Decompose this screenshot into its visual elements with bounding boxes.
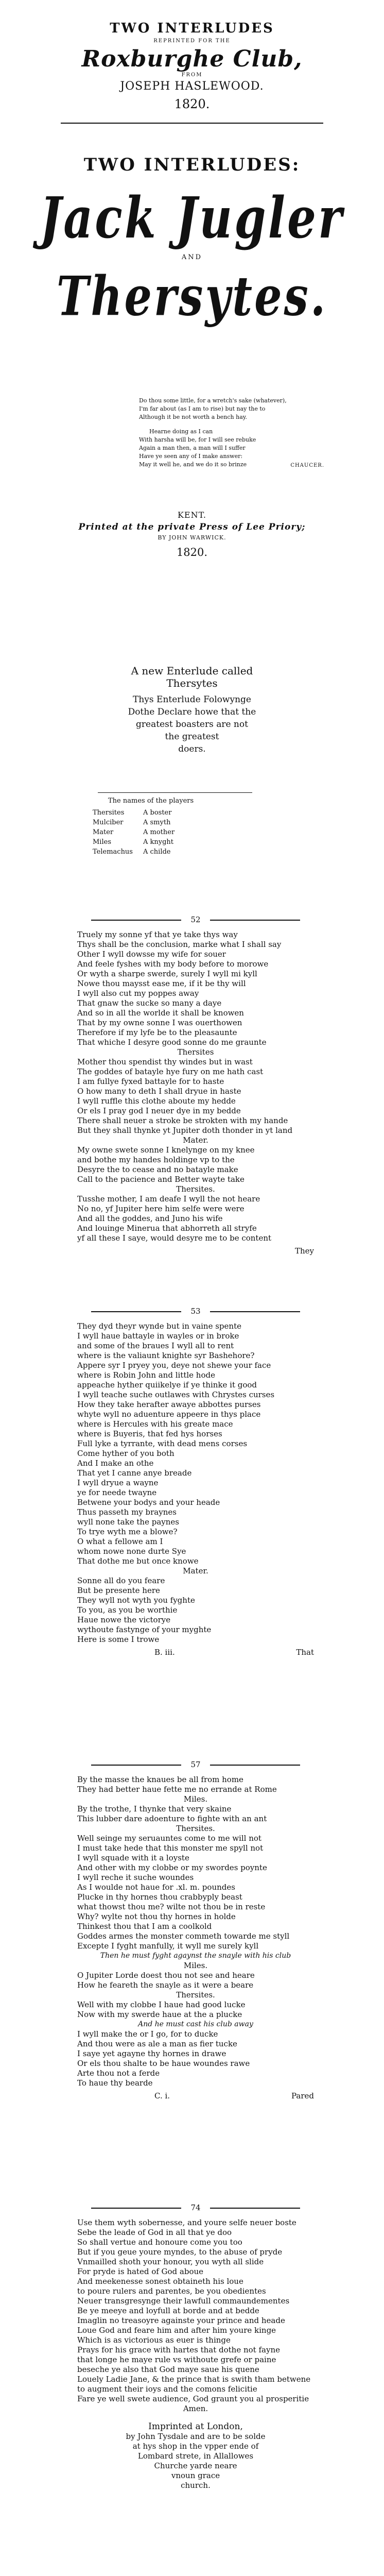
verse-line: I wyll dryue a wayne [77, 1478, 159, 1487]
verse-line: Prays for his grace with hartes that dothe not fayne [77, 2345, 280, 2354]
catchword: Pared [291, 2091, 314, 2100]
verse-line: that longe he maye rule vs withoute grefe or paine [77, 2355, 276, 2364]
verse-line: Desyre the to cease and no batayle make [77, 1165, 238, 1174]
page-rule [91, 1765, 181, 1766]
verse-line: Thus passeth my braynes [77, 1507, 177, 1517]
jack-jugler-title: Jack Jugler [40, 184, 344, 251]
page-rule [210, 920, 300, 921]
page-53 [77, 1303, 314, 1657]
speaker-name: Thersites. [176, 1990, 215, 1999]
verse-line: Excepte I fyght manfully, it wyll me surely kyll [77, 1941, 259, 1951]
verse-line: I wyll haue battayle in wayles or in broke [77, 1331, 239, 1341]
verse-line: I must take hede that this monster me spyll not [77, 1843, 264, 1853]
verse-line: But they shall thynke yt Jupiter doth thonder in yt land [77, 1126, 293, 1135]
colophon-line: by John Tysdale and are to be solde [126, 2432, 266, 2441]
verse-line: beseche ye also that God maye saue his quene [77, 2365, 259, 2374]
verse-line: Nowe thou maysst ease me, if it be thy will [77, 979, 246, 988]
verse-line: This lubber dare adoenture to fighte with an ant [77, 1814, 267, 1823]
player-role: A childe [143, 848, 171, 856]
verse-line: And I make an othe [77, 1459, 154, 1468]
heading-line: Thys Enterlude Folowynge [133, 694, 251, 705]
stage-direction: And he must cast his club away [138, 2020, 253, 2028]
imprint-press: Printed at the private Press of Lee Priory; [78, 522, 306, 532]
verse-line: For pryde is hated of God aboue [77, 2267, 204, 2276]
players-rule-top [98, 792, 252, 793]
player-row [93, 837, 185, 847]
epigraph-line: With harsha will be, for I will see rebuke [139, 436, 256, 443]
verse-line: Vnmailled shoth your honour, you wyth all slide [77, 2257, 264, 2266]
verse-line: As I woulde not haue for .xl. m. poundes [77, 1883, 235, 1892]
amen-line: Amen. [183, 2404, 208, 2413]
page-52 [77, 912, 314, 1256]
verse-line: Full lyke a tyrrante, with dead mens corses [77, 1439, 248, 1448]
verse-line: where is Hercules with his greate mace [77, 1419, 233, 1429]
speaker-name: Miles. [183, 1961, 208, 1970]
verse-line: They dyd theyr wynde but in vaine spente [77, 1321, 241, 1331]
verse-line: To trye wyth me a blowe? [77, 1527, 178, 1536]
verse-line: Or wyth a sharpe swerde, surely I wyll mi kyll [77, 969, 257, 978]
verse-line: That yet I canne anye breade [77, 1468, 192, 1478]
player-name: Mater [93, 828, 114, 836]
player-role: A mother [143, 828, 175, 836]
thersytes-title: Thersytes. [56, 264, 328, 328]
verse-line: Thinkest thou that I am a coolkold [77, 1922, 212, 1931]
colophon-line: church. [181, 2481, 211, 2490]
players-list [77, 788, 314, 857]
verse-line: Appere syr I pryey you, deye not shewe your face [77, 1361, 271, 1370]
verse-line: And other with my clobbe or my swordes poynte [77, 1863, 267, 1872]
verse-line: Truely my sonne yf that ye take thys way [77, 930, 238, 939]
verse-line: Betwene your bodys and your heade [77, 1498, 220, 1507]
imprint-year: 1820. [176, 546, 208, 558]
player-name: Telemachus [93, 848, 133, 856]
verse-line: And all the goddes, and Juno his wife [77, 1214, 223, 1223]
page-number: 74 [190, 2203, 201, 2212]
stage-direction: Then he must fyght agaynst the snayle with his club [100, 1952, 291, 1960]
verse-line: Fare ye well swete audience, God graunt you al prosperitie [77, 2394, 309, 2403]
player-name: Mulciber [93, 819, 124, 826]
verse-line: Thys shall be the conclusion, marke what I shall say [77, 940, 282, 949]
page-marker [77, 1307, 314, 1316]
verse-line: Neuer transgresynge their lawfull commaundementes [77, 2296, 290, 2306]
verse-line: Therefore if my lyfe be to the pleasaunte [77, 1028, 237, 1037]
heading-line: Dothe Declare howe that the [128, 707, 256, 717]
verse-line: O what a fellowe am I [77, 1537, 163, 1546]
heading-line: Thersytes [166, 677, 218, 689]
verse-line: to poure rulers and parentes, be you obedientes [77, 2286, 266, 2296]
epigraph-line: Hearne doing as I can [149, 428, 213, 435]
signature-mark: C. i. [154, 2091, 170, 2100]
verse-line: wythoute fastynge of your myghte [77, 1625, 212, 1634]
verse-line: There shall neuer a stroke be strokten with my hande [77, 1116, 288, 1125]
player-role: A smyth [143, 819, 171, 826]
verse-line: By the trothe, I thynke that very skaine [77, 1804, 232, 1814]
page-number: 52 [190, 915, 201, 924]
author-name: JOSEPH HASLEWOOD. [120, 80, 264, 93]
page-rule [91, 920, 181, 921]
verse-line: where is the valiaunt knighte syr Bashehore? [77, 1351, 255, 1360]
verse-line: and bothe my handes holdinge vp to the [77, 1155, 235, 1164]
player-row [93, 818, 185, 827]
verse-line: Why? wylte not thou thy hornes in holde [77, 1912, 236, 1921]
verse-line: Goddes armes the monster commeth towarde me styll [77, 1931, 290, 1941]
colophon-line: Imprinted at London, [148, 2421, 243, 2432]
verse-line: Imaglin no treasoyre againste your prince and heade [77, 2316, 285, 2325]
heading-line: greatest boasters are not [136, 719, 248, 730]
signature-mark: B. iii. [154, 1648, 175, 1657]
verse-line: Come hyther of you both [77, 1449, 174, 1458]
verse-line: To you, as you be worthie [77, 1605, 178, 1615]
verse-line: whyte wyll no aduenture appeere in thys place [77, 1410, 261, 1419]
verse-line: where is Robin John and little hode [77, 1370, 215, 1380]
title-line: TWO INTERLUDES [110, 21, 274, 36]
page-rule [210, 2208, 300, 2209]
title-year: 1820. [174, 97, 210, 111]
verse-line: and some of the braues I wyll all to rent [77, 1341, 234, 1350]
speaker-name: Miles. [183, 1794, 208, 1804]
verse-line: How they take herafter awaye abbottes purses [77, 1400, 261, 1409]
verse-line: Or els I pray god I neuer dye in my bedde [77, 1106, 241, 1115]
club-name: Roxburghe Club, [81, 46, 303, 72]
verse-line: The goddes of batayle hye fury on me hath cast [77, 1067, 264, 1076]
page-57 [77, 1757, 314, 2101]
verse-line: Plucke in thy hornes thou crabbyply beast [77, 1892, 242, 1902]
verse-line: O how many to deth I shall dryue in haste [77, 1087, 241, 1096]
epigraph-line: Have ye seen any of I make answer: [139, 453, 243, 460]
epigraph-attribution: CHAUCER. [290, 463, 324, 468]
verse-line: And feele fyshes with my body before to morowe [77, 959, 269, 969]
page-rule [210, 1765, 300, 1766]
players-table [93, 808, 185, 857]
player-row [93, 808, 185, 818]
verse-line: whom nowe none durte Sye [77, 1547, 186, 1556]
catchword: They [294, 1246, 314, 1256]
verse-line: Call to the pacience and Better wayte take [77, 1175, 245, 1184]
verse-line: O Jupiter Lorde doest thou not see and heare [77, 1971, 255, 1980]
page-rule [210, 1311, 300, 1312]
verse-line: Well with my clobbe I haue had good lucke [77, 2000, 246, 2009]
verse-line: And meekenesse sonest obtaineth his loue [77, 2277, 243, 2286]
epigraph-line: I'm far about (as I am to rise) but nay the to [139, 405, 266, 412]
title-subline: REPRINTED FOR THE [153, 38, 231, 44]
epigraph-line: Do thou some little, for a wretch's sake (whatever), [139, 397, 287, 404]
verse-line: I am fullye fyxed battayle for to haste [77, 1077, 224, 1086]
page-rule [91, 2208, 181, 2209]
verse-line: Arte thou not a ferde [77, 2069, 160, 2078]
player-row [93, 847, 185, 857]
title-rule [61, 123, 323, 124]
verse-line: That by my owne sonne I was ouerthowen [77, 1018, 242, 1027]
interlude-heading [0, 665, 384, 755]
verse-line: No no, yf Jupiter here him selfe were were [77, 1204, 245, 1213]
verse-line: what thowst thou me? wilte not thou be in reste [77, 1902, 266, 1911]
player-name: Thersites [93, 809, 125, 817]
page-footer [77, 1648, 314, 1657]
verse-line: How he feareth the snayle as it were a beare [77, 1980, 254, 1990]
speaker-name: Thersites. [176, 1824, 215, 1833]
verse-line: Which is as victorious as euer is thinge [77, 2335, 231, 2345]
verse-line: I wyll ruffle this clothe aboute my hedde [77, 1096, 236, 1106]
verse-line: I saye yet agayne thy hornes in drawe [77, 2049, 226, 2058]
verse-line: Tusshe mother, I am deafe I wyll the not heare [77, 1194, 260, 1204]
catchword: That [296, 1648, 314, 1657]
verse-line: They had better haue fette me no errande at Rome [77, 1785, 277, 1794]
verse-line: Louely Ladie Jane, & the prince that is swith tham betwene [77, 2375, 311, 2384]
half-title [0, 155, 384, 328]
speaker-name: Mater. [183, 1566, 208, 1575]
verse-line: That dothe me but once knowe [77, 1556, 199, 1566]
colophon-line: vnoun grace [171, 2471, 220, 2480]
verse-line: to augment their ioys and the comons felicitie [77, 2384, 257, 2394]
verse-line: Here is some I trowe [77, 1635, 160, 1644]
verse-line: appeache hyther quiikelye if ye thinke it good [77, 1380, 257, 1389]
page-number: 57 [190, 1760, 201, 1769]
verse-line: yf all these I saye, would desyre me to be content [77, 1233, 272, 1243]
and-label: AND [181, 253, 203, 261]
page-footer [77, 2091, 314, 2101]
speaker-name: Thersites. [176, 1184, 215, 1194]
verse-line: ye for neede twayne [77, 1488, 157, 1497]
verse-line: Mother thou spendist thy windes but in wast [77, 1057, 253, 1066]
verse-line: But if you geue youre myndes, to the abuse of pryde [77, 2247, 283, 2257]
verse-line: Use them wyth sobernesse, and youre selfe neuer boste [77, 2218, 296, 2227]
verse-line: Be ye meeye and loyfull at borde and at bedde [77, 2306, 259, 2315]
speaker-name: Mater. [183, 1136, 208, 1145]
verse-line: Sebe the leade of God in all that ye doo [77, 2228, 232, 2237]
player-row [93, 827, 185, 837]
heading-line: A new Enterlude called [131, 665, 253, 677]
verse-line: Well seinge my seruauntes come to me will not [77, 1834, 261, 1843]
verse-line: But be presente here [77, 1586, 160, 1595]
verse-line: Or els thou shalte to be haue woundes rawe [77, 2059, 250, 2068]
page-marker [77, 2203, 314, 2213]
imprint-printer: BY JOHN WARWICK. [158, 534, 226, 541]
verse-line: That gnaw the sucke so many a daye [77, 998, 222, 1008]
verse-line: They wyll not wyth you fyghte [77, 1596, 195, 1605]
verse-line: I wyll make the or I go, for to ducke [77, 2029, 218, 2039]
epigraph [139, 397, 345, 470]
heading-line: doers. [178, 744, 206, 754]
verse-line: I wyll reche it suche woundes [77, 1873, 194, 1882]
verse-line: Other I wyll dowsse my wife for souer [77, 950, 226, 959]
verse-line: wyll none take the paynes [77, 1517, 179, 1527]
title-page [0, 21, 384, 128]
from-label: FROM [181, 72, 203, 78]
verse-line: Sonne all do you feare [77, 1576, 165, 1585]
page-rule [91, 1311, 181, 1312]
page-marker [77, 915, 314, 925]
verse-line: I wyll also cut my poppes away [77, 989, 199, 998]
player-role: A knyght [143, 838, 174, 846]
verse-line: I wyll teache suche outlawes with Chrystes curses [77, 1390, 275, 1399]
verse-line: My owne swete sonne I knelynge on my knee [77, 1145, 255, 1155]
heading-line: the greatest [165, 732, 219, 742]
verse-line: To haue thy bearde [77, 2078, 153, 2088]
epigraph-line: Although it be not worth a bench hay. [139, 414, 248, 420]
verse-line: Now with my swerde haue at the a plucke [77, 2010, 242, 2019]
verse-line: And louinge Minerua that abhorreth all stryfe [77, 1224, 257, 1233]
half-title-line: TWO INTERLUDES: [83, 155, 301, 175]
verse-line: That whiche I desyre good sonne do me graunte [77, 1038, 267, 1047]
colophon-line: at hys shop in the vpper ende of [132, 2442, 259, 2451]
player-role: A boster [143, 809, 172, 817]
verse-line: So shall vertue and honoure come you too [77, 2238, 242, 2247]
verse-line: Loue God and feare him and after him youre kinge [77, 2326, 276, 2335]
verse-line: where is Buyeris, that fed hys horses [77, 1429, 222, 1438]
player-name: Miles [93, 838, 111, 846]
colophon [77, 2422, 314, 2490]
verse-line: I wyll squade with it a loyste [77, 1853, 189, 1862]
page-marker [77, 1760, 314, 1770]
colophon-line: Lombard strete, in Allallowes [137, 2451, 254, 2461]
page-74 [77, 2200, 314, 2490]
verse-line: Haue nowe the victorye [77, 1615, 171, 1624]
epigraph-line: May it well he, and we do it so brinze [139, 461, 247, 468]
verse-line: By the masse the knaues be all from home [77, 1775, 243, 1784]
verse-line: And thou were as ale a man as fier tucke [77, 2039, 237, 2048]
speaker-name: Thersites [177, 1047, 214, 1057]
colophon-line: Churche yarde neare [154, 2461, 237, 2470]
epigraph-line: Again a man then, a man will I suffer [139, 445, 246, 451]
page-number: 53 [190, 1307, 201, 1316]
imprint-place: KENT. [177, 510, 207, 520]
players-heading: The names of the players [108, 797, 194, 805]
imprint [0, 510, 384, 558]
verse-line: And so in all the worlde it shall be knowen [77, 1008, 244, 1018]
